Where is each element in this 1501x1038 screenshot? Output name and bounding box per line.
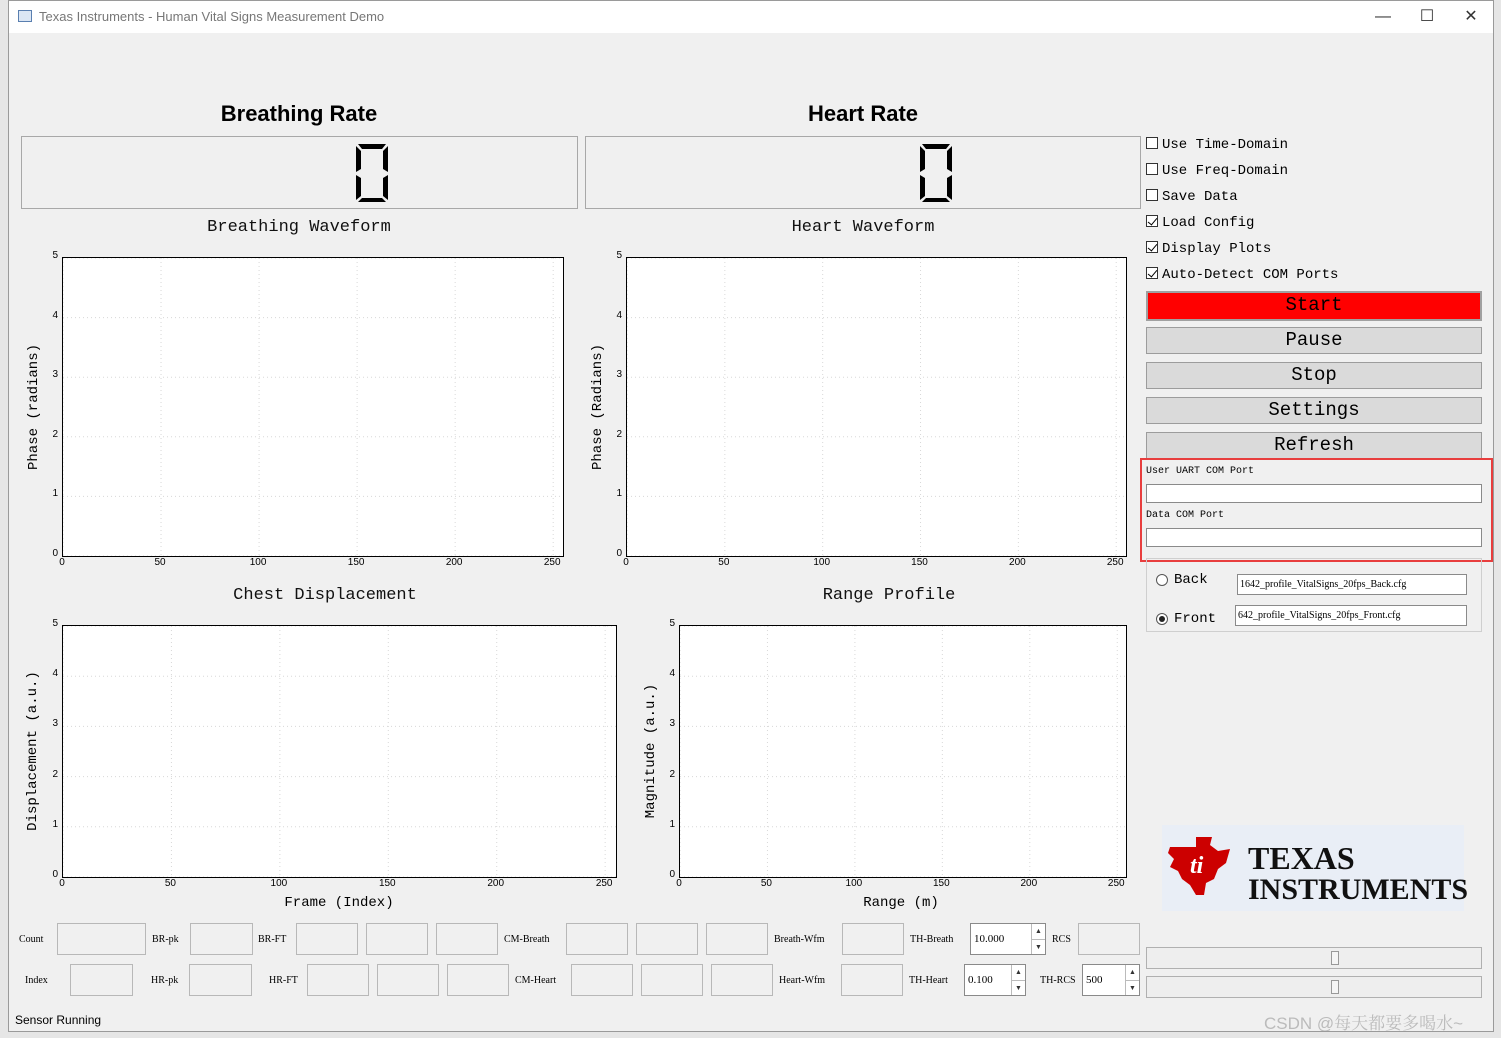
option-save-data[interactable]	[1146, 189, 1238, 205]
spin-arrows-icon[interactable]: ▲ ▼	[1031, 924, 1045, 954]
back-radio-label: Back	[1174, 572, 1208, 588]
heart-rate-display	[585, 136, 1141, 209]
x-tick-label: 0	[676, 878, 682, 889]
rcs-label: RCS	[1052, 934, 1071, 945]
heart-wfm-display	[841, 964, 903, 996]
status-text: Sensor Running	[15, 1013, 102, 1027]
heart-rate-digit	[916, 141, 956, 205]
br-ft-display-2	[366, 923, 428, 955]
range-xlabel: Range (m)	[863, 895, 939, 911]
br-ft-display-1	[296, 923, 358, 955]
cm-breath-label: CM-Breath	[504, 934, 550, 945]
x-tick-label: 200	[487, 878, 505, 889]
checkbox-icon[interactable]	[1146, 215, 1158, 227]
option-time-domain[interactable]	[1146, 137, 1288, 153]
cm-heart-display-1	[571, 964, 633, 996]
cm-breath-display-1	[566, 923, 628, 955]
y-tick-label: 3	[616, 369, 622, 381]
x-tick-label: 0	[623, 557, 629, 568]
hr-ft-display-3	[447, 964, 509, 996]
y-tick-label: 5	[52, 250, 58, 261]
x-tick-label: 50	[718, 557, 730, 568]
x-tick-label: 250	[543, 557, 561, 568]
br-ft-display-3	[436, 923, 498, 955]
th-heart-label: TH-Heart	[909, 975, 948, 986]
checkbox-icon[interactable]	[1146, 189, 1158, 201]
y-tick-label: 4	[52, 668, 58, 680]
hr-ft-label: HR-FT	[269, 975, 298, 986]
pause-button[interactable]: Pause	[1146, 327, 1482, 354]
x-tick-label: 250	[1106, 557, 1124, 568]
front-radio[interactable]	[1156, 613, 1168, 625]
x-tick-label: 200	[1009, 557, 1026, 568]
cm-breath-display-2	[636, 923, 698, 955]
cm-heart-display-3	[711, 964, 773, 996]
br-pk-display	[190, 923, 253, 955]
x-tick-label: 150	[933, 878, 950, 889]
y-tick-label: 0	[669, 869, 675, 880]
y-tick-label: 5	[616, 250, 622, 261]
spin-arrows-icon[interactable]: ▲ ▼	[1011, 965, 1025, 995]
settings-button[interactable]: Settings	[1146, 397, 1482, 424]
index-label: Index	[25, 975, 48, 986]
data-com-label: Data COM Port	[1146, 510, 1225, 521]
ti-logo-icon	[1166, 833, 1234, 899]
th-heart-spinbox[interactable]	[964, 964, 1026, 996]
checkbox-icon[interactable]	[1146, 241, 1158, 253]
stop-button[interactable]: Stop	[1146, 362, 1482, 389]
app-icon	[18, 10, 32, 22]
y-tick-label: 4	[52, 309, 58, 321]
plot-grid	[627, 258, 1126, 556]
range-profile-plot[interactable]	[679, 625, 1127, 878]
svg-text:ti: ti	[1190, 853, 1204, 879]
ti-logo	[1162, 825, 1469, 911]
x-tick-label: 0	[59, 557, 65, 568]
x-tick-label: 50	[760, 878, 772, 889]
cm-heart-label: CM-Heart	[515, 975, 557, 986]
hr-pk-display	[189, 964, 252, 996]
minimize-button[interactable]: —	[1375, 8, 1391, 25]
heart-wfm-label: Heart-Wfm	[779, 975, 826, 986]
y-tick-label: 1	[52, 488, 58, 500]
chest-plot-title: Chest Displacement	[233, 586, 417, 605]
th-rcs-spinbox[interactable]	[1082, 964, 1140, 996]
app-window	[8, 0, 1494, 1032]
count-display	[57, 923, 146, 955]
x-tick-label: 150	[347, 557, 365, 568]
slider-handle[interactable]	[1331, 951, 1339, 965]
option-load-config[interactable]	[1146, 215, 1254, 231]
checkbox-icon[interactable]	[1146, 163, 1158, 175]
chest-displacement-plot[interactable]	[62, 625, 617, 878]
y-tick-label: 5	[52, 618, 58, 629]
x-tick-label: 50	[154, 557, 166, 568]
refresh-button[interactable]: Refresh	[1146, 432, 1482, 459]
breathing-rate-digit	[352, 141, 392, 205]
start-button[interactable]: Start	[1146, 291, 1482, 321]
th-heart-value: 0.100	[968, 974, 993, 986]
title-bar	[9, 1, 1494, 33]
x-tick-label: 200	[445, 557, 463, 568]
x-tick-label: 150	[378, 878, 396, 889]
x-tick-label: 0	[59, 878, 65, 889]
back-radio[interactable]	[1156, 574, 1168, 586]
hr-ft-display-1	[307, 964, 369, 996]
y-tick-label: 0	[616, 548, 622, 559]
plot-grid	[63, 258, 563, 556]
com-port-highlight	[1140, 458, 1493, 562]
plot-grid	[63, 626, 616, 877]
breathing-waveform-plot[interactable]	[62, 257, 564, 557]
x-tick-label: 100	[845, 878, 863, 889]
option-label: Use Time-Domain	[1162, 137, 1289, 153]
heart-ylabel: Phase (Radians)	[590, 343, 606, 471]
uart-com-label: User UART COM Port	[1146, 466, 1255, 477]
breath-wfm-label: Breath-Wfm	[774, 934, 825, 945]
option-label: Save Data	[1162, 189, 1238, 205]
breath-wfm-display	[842, 923, 904, 955]
y-tick-label: 3	[52, 369, 58, 381]
breathing-ylabel: Phase (radians)	[26, 343, 42, 471]
heart-waveform-plot[interactable]	[626, 257, 1127, 557]
y-tick-label: 5	[669, 618, 675, 629]
count-label: Count	[19, 934, 44, 945]
cm-heart-display-2	[641, 964, 703, 996]
range-ylabel: Magnitude (a.u.)	[643, 683, 659, 819]
option-display-plots[interactable]	[1146, 241, 1271, 257]
th-rcs-value: 500	[1086, 974, 1103, 986]
breathing-rate-heading: Breathing Rate	[220, 101, 378, 126]
y-tick-label: 0	[52, 548, 58, 559]
th-breath-label: TH-Breath	[910, 934, 954, 945]
y-tick-label: 1	[616, 488, 622, 500]
heart-plot-title: Heart Waveform	[791, 218, 935, 237]
y-tick-label: 4	[616, 309, 622, 321]
y-tick-label: 3	[669, 718, 675, 730]
hr-pk-label: HR-pk	[151, 975, 179, 986]
heart-rate-heading: Heart Rate	[807, 101, 919, 126]
chest-xlabel: Frame (Index)	[284, 895, 394, 911]
y-tick-label: 2	[52, 768, 58, 780]
index-display	[70, 964, 133, 996]
y-tick-label: 1	[52, 818, 58, 830]
th-rcs-label: TH-RCS	[1040, 975, 1076, 986]
y-tick-label: 1	[669, 818, 675, 830]
br-pk-label: BR-pk	[152, 934, 179, 945]
window-title: Texas Instruments - Human Vital Signs Measurement Demo	[39, 9, 385, 24]
checkbox-icon[interactable]	[1146, 267, 1158, 279]
x-tick-label: 150	[911, 557, 928, 568]
x-tick-label: 200	[1020, 878, 1038, 889]
breathing-rate-display	[21, 136, 578, 209]
chest-ylabel: Displacement (a.u.)	[25, 671, 41, 831]
range-plot-title: Range Profile	[822, 586, 956, 605]
x-tick-label: 250	[595, 878, 613, 889]
y-tick-label: 3	[52, 718, 58, 730]
x-tick-label: 50	[164, 878, 176, 889]
option-label: Display Plots	[1162, 241, 1272, 257]
y-tick-label: 4	[669, 668, 675, 680]
spin-arrows-icon[interactable]: ▲ ▼	[1125, 965, 1139, 995]
option-label: Load Config	[1162, 215, 1255, 231]
option-label: Use Freq-Domain	[1162, 163, 1289, 179]
checkbox-icon[interactable]	[1146, 137, 1158, 149]
close-button[interactable]: ✕	[1464, 8, 1478, 25]
breathing-plot-title: Breathing Waveform	[207, 218, 391, 237]
watermark: CSDN @每天都要多喝水~	[1264, 1014, 1464, 1032]
front-radio-label: Front	[1174, 611, 1217, 627]
th-breath-spinbox[interactable]	[970, 923, 1046, 955]
y-tick-label: 2	[616, 428, 622, 440]
y-tick-label: 2	[52, 428, 58, 440]
maximize-button[interactable]: ☐	[1419, 8, 1435, 25]
option-freq-domain[interactable]	[1146, 163, 1288, 179]
ti-logo-text-2: INSTRUMENTS	[1248, 873, 1469, 906]
x-tick-label: 250	[1107, 878, 1125, 889]
rcs-display	[1078, 923, 1140, 955]
slider-2[interactable]	[1146, 976, 1482, 998]
back-config-file[interactable]: 1642_profile_VitalSigns_20fps_Back.cfg	[1237, 574, 1467, 595]
x-tick-label: 100	[270, 878, 288, 889]
br-ft-label: BR-FT	[258, 934, 287, 945]
th-breath-value: 10.000	[974, 933, 1005, 945]
y-tick-label: 0	[52, 869, 58, 880]
option-label: Auto-Detect COM Ports	[1162, 267, 1339, 283]
option-auto-detect-com[interactable]	[1146, 267, 1338, 283]
cm-breath-display-3	[706, 923, 768, 955]
y-tick-label: 2	[669, 768, 675, 780]
x-tick-label: 100	[249, 557, 267, 568]
front-config-file[interactable]: 642_profile_VitalSigns_20fps_Front.cfg	[1235, 605, 1467, 626]
x-tick-label: 100	[813, 557, 831, 568]
plot-grid	[680, 626, 1126, 877]
slider-1[interactable]	[1146, 947, 1482, 969]
ti-logo-text-1: TEXAS	[1248, 840, 1355, 876]
slider-handle[interactable]	[1331, 980, 1339, 994]
hr-ft-display-2	[377, 964, 439, 996]
